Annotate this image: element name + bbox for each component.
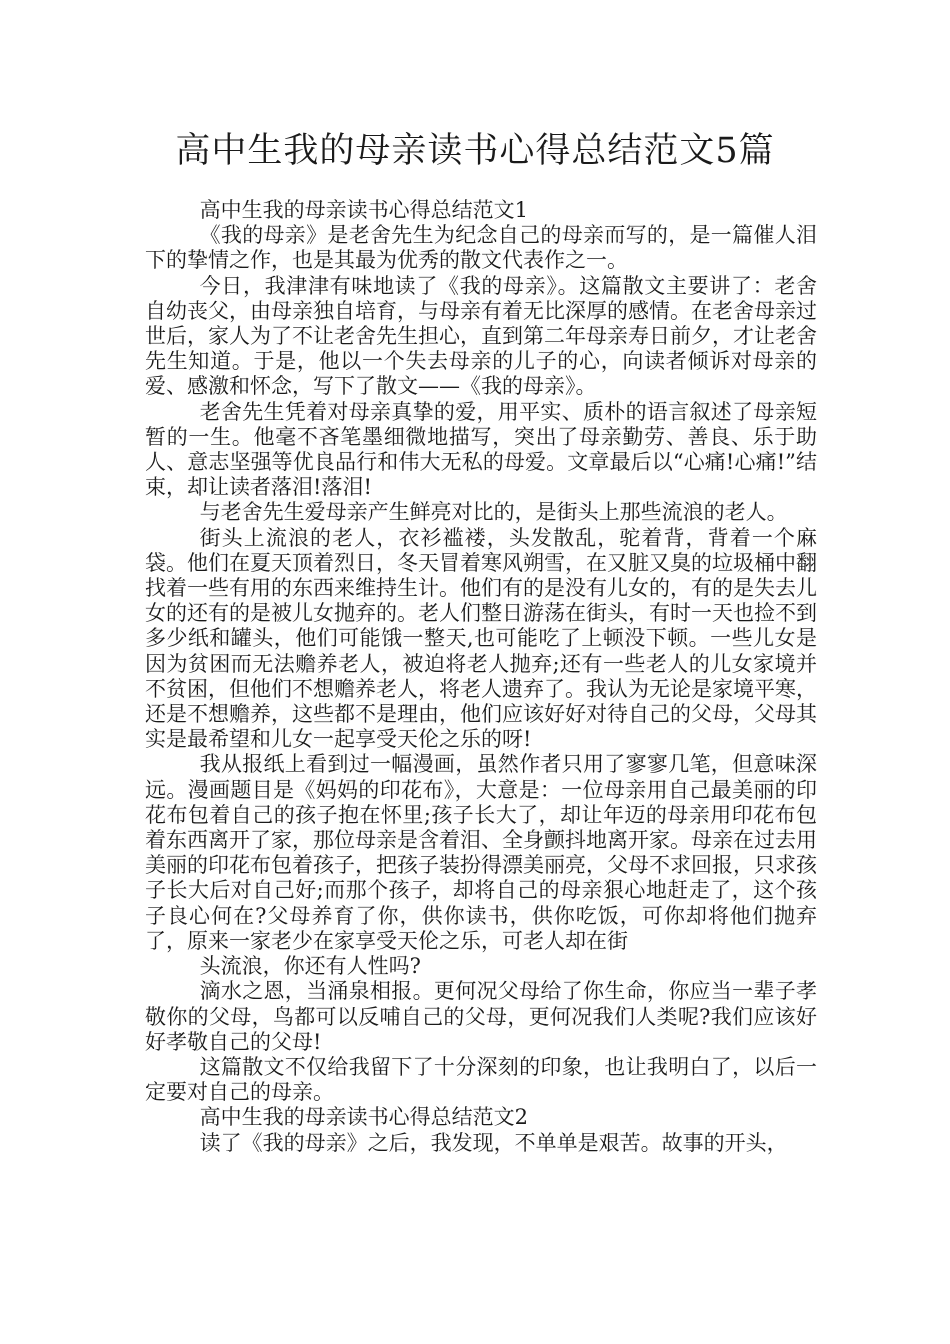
document-title: 高中生我的母亲读书心得总结范文5篇 bbox=[175, 131, 775, 171]
body-paragraph: 这篇散文不仅给我留下了十分深刻的印象，也让我明白了，以后一定要对自己的母亲。 bbox=[145, 1054, 817, 1105]
section-heading: 高中生我的母亲读书心得总结范文2 bbox=[199, 1105, 528, 1130]
body-paragraph: 老舍先生凭着对母亲真挚的爱，用平实、质朴的语言叙述了母亲短暂的一生。他毫不吝笔墨细微地描写，突出了母亲勤劳、善良、乐于助人、意志坚强等优良品行和伟大无私的母爱。文章最后以“心痛!心痛!”结束，却让读者落泪!落泪! bbox=[145, 399, 817, 500]
body-paragraph: 滴水之恩，当涌泉相报。更何况父母给了你生命，你应当一辈子孝敬你的父母，鸟都可以反哺自己的父母，更何况我们人类呢?我们应该好好孝敬自己的父母! bbox=[145, 979, 817, 1054]
section-heading: 高中生我的母亲读书心得总结范文1 bbox=[199, 198, 528, 222]
body-paragraph: 与老舍先生爱母亲产生鲜亮对比的，是街头上那些流浪的老人。 bbox=[199, 500, 788, 525]
document-body bbox=[145, 198, 817, 1156]
body-paragraph: 我从报纸上看到过一幅漫画，虽然作者只用了寥寥几笔，但意味深远。漫画题目是《妈妈的印花布》，大意是：一位母亲用自己最美丽的印花布包着自己的孩子抱在怀里;孩子长大了，却让年迈的母亲用印花布包着东西离开了家，那位母亲是含着泪、全身颤抖地离开家。母亲在过去用美丽的印花布包着孩子，把孩子装扮得漂美丽亮，父母不求回报，只求孩子长大后对自己好;而那个孩子，却将自己的母亲狠心地赶走了，这个孩子良心何在?父母养育了你，供你读书，供你吃饭，可你却将他们抛弃了，原来一家老少在家享受天伦之乐，可老人却在街 bbox=[145, 752, 817, 953]
body-paragraph: 读了《我的母亲》之后，我发现，不单单是艰苦。故事的开头， bbox=[199, 1130, 788, 1155]
body-paragraph: 头流浪，你还有人性吗? bbox=[199, 954, 421, 979]
body-paragraph: 今日，我津津有味地读了《我的母亲》。这篇散文主要讲了：老舍自幼丧父，由母亲独自培育，与母亲有着无比深厚的感情。在老舍母亲过世后，家人为了不让老舍先生担心，直到第二年母亲寿日前夕，才让老舍先生知道。于是，他以一个失去母亲的儿子的心，向读者倾诉对母亲的爱、感激和怀念，写下了散文——《我的母亲》。 bbox=[145, 273, 817, 399]
body-paragraph: 《我的母亲》是老舍先生为纪念自己的母亲而写的，是一篇催人泪下的挚情之作，也是其最为优秀的散文代表作之一。 bbox=[145, 223, 817, 273]
body-paragraph: 街头上流浪的老人，衣衫褴褛，头发散乱，驼着背，背着一个麻袋。他们在夏天顶着烈日，冬天冒着寒风朔雪，在又脏又臭的垃圾桶中翻找着一些有用的东西来维持生计。他们有的是没有儿女的，有的是失去儿女的还有的是被儿女抛弃的。老人们整日游荡在街头，有时一天也捡不到多少纸和罐头，他们可能饿一整天,也可能吃了上顿没下顿。一些儿女是因为贫困而无法赡养老人，被迫将老人抛弃;还有一些老人的儿女家境并不贫困，但他们不想赡养老人，将老人遗弃了。我认为无论是家境平寒，还是不想赡养，这些都不是理由，他们应该好好对待自己的父母，父母其实是最希望和儿女一起享受天伦之乐的呀! bbox=[145, 525, 817, 752]
